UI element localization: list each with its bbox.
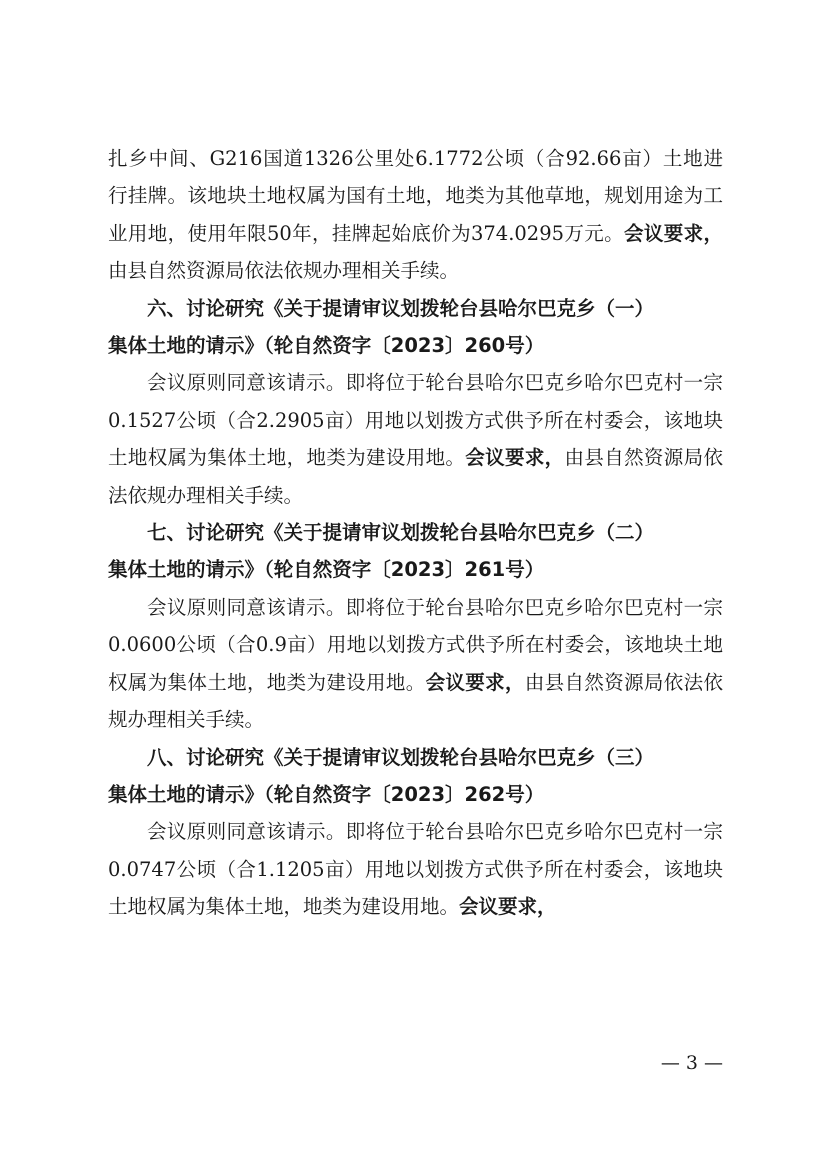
emphasis-text: 会议要求， bbox=[465, 446, 565, 470]
section-body-8 bbox=[108, 813, 723, 925]
paragraph-text: 会议原则同意该请示。即将位于轮台县哈尔巴克乡哈尔巴克村一宗0.1527公顷（合2.2905亩）用地以划拨方式供予所在村委会，该地块土地权属为集体土地，地类为建设用地。 bbox=[108, 371, 723, 470]
section-heading-8 bbox=[108, 739, 723, 814]
heading-line: 六、讨论研究《关于提请审议划拨轮台县哈尔巴克乡（一） bbox=[147, 296, 655, 320]
emphasis-text: 会议要求， bbox=[624, 221, 723, 245]
heading-line: 七、讨论研究《关于提请审议划拨轮台县哈尔巴克乡（二） bbox=[147, 521, 655, 545]
section-heading-7 bbox=[108, 514, 723, 589]
paragraph-text: 扎乡中间、G216国道1326公里处6.1772公顷（合92.66亩）土地进行挂牌。该地块土地权属为国有土地，地类为其他草地，规划用途为工业用地，使用年限50年，挂牌起始底价为374.0295万元。 bbox=[108, 147, 723, 245]
paragraph-text: 由县自然资源局依法依规办理相关手续。 bbox=[108, 670, 723, 732]
heading-line: 集体土地的请示》（轮自然资字〔2023〕262号） bbox=[108, 782, 545, 806]
paragraph-text: 由县自然资源局依法依规办理相关手续。 bbox=[108, 259, 460, 283]
paragraph-text: 会议原则同意该请示。即将位于轮台县哈尔巴克乡哈尔巴克村一宗0.0600公顷（合0.9亩）用地以划拨方式供予所在村委会，该地块土地权属为集体土地，地类为建设用地。 bbox=[108, 595, 723, 694]
emphasis-text: 会议要求， bbox=[459, 895, 557, 919]
heading-line: 集体土地的请示》（轮自然资字〔2023〕261号） bbox=[108, 558, 545, 582]
continued-paragraph bbox=[108, 140, 723, 290]
page-number: — 3 — bbox=[660, 1052, 723, 1074]
emphasis-text: 会议要求， bbox=[425, 670, 525, 694]
heading-line: 集体土地的请示》（轮自然资字〔2023〕260号） bbox=[108, 334, 545, 358]
document-body bbox=[108, 140, 723, 926]
section-body-7 bbox=[108, 589, 723, 739]
section-heading-6 bbox=[108, 290, 723, 365]
section-body-6 bbox=[108, 364, 723, 514]
paragraph-text: 由县自然资源局依法依规办理相关手续。 bbox=[108, 446, 723, 507]
heading-line: 八、讨论研究《关于提请审议划拨轮台县哈尔巴克乡（三） bbox=[147, 745, 655, 769]
paragraph-text: 会议原则同意该请示。即将位于轮台县哈尔巴克乡哈尔巴克村一宗0.0747公顷（合1.1205亩）用地以划拨方式供予所在村委会，该地块土地权属为集体土地，地类为建设用地。 bbox=[108, 820, 723, 919]
